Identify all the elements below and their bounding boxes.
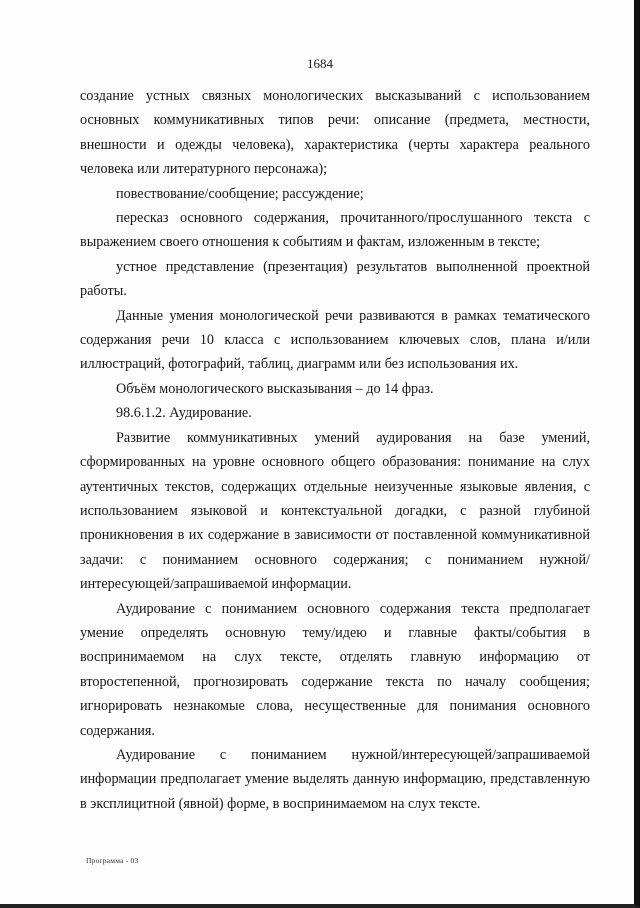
paragraph-monologue-types: создание устных связных монологических высказываний с использованием основных коммуникативных типов речи: описание (предмета, местности, внешности и одежды человека), характеристика (черты характера реального человека или литературного персонажа); xyxy=(80,88,590,178)
paragraph-retelling: пересказ основного содержания, прочитанного/прослушанного текста с выражением своего отношения к событиям и фактам, изложенным в тексте; xyxy=(80,210,590,251)
page-number: 1684 xyxy=(307,56,333,71)
section-heading-listening: 98.6.1.2. Аудирование. xyxy=(116,405,252,422)
paragraph-listening-specific-info: Аудирование с пониманием нужной/интересующей/запрашиваемой информации предполагает умение выделять данную информацию, представленную в эксплицитной (явной) форме, в воспринимаемом на слух тексте. xyxy=(80,746,590,812)
paragraph-presentation: устное представление (презентация) результатов выполненной проектной работы. xyxy=(80,258,590,300)
paragraph-narration: повествование/сообщение; рассуждение; xyxy=(116,185,364,202)
document-body xyxy=(80,84,590,816)
footer-label: Программа - 03 xyxy=(86,856,139,865)
paragraph-listening-development: Развитие коммуникативных умений аудирования на базе умений, сформированных на уровне основного общего образования: понимание на слух аутентичных текстов, содержащих отдельные неизученные языковые явления, с использованием языковой и контекстуальной догадки, с разной глубиной проникновения в их содержание в зависимости от поставленной коммуникативной задачи: с пониманием основного содержания; с пониманием нужной/интересующей/запрашиваемой информации. xyxy=(80,429,590,593)
paragraph-monologue-skills: Данные умения монологической речи развиваются в рамках тематического содержания речи 10 класса с использованием ключевых слов, плана и/или иллюстраций, фотографий, таблиц, диаграмм или без использования их. xyxy=(80,307,590,373)
paragraph-listening-main-content: Аудирование с пониманием основного содержания текста предполагает умение определять основную тему/идею и главные факты/события в воспринимаемом на слух тексте, отделять главную информацию от второстепенной, прогнозировать содержание текста по началу сообщения; игнорировать незнакомые слова, несущественные для понимания основного содержания. xyxy=(80,600,590,739)
paragraph-monologue-volume: Объём монологического высказывания – до 14 фраз. xyxy=(116,380,434,397)
